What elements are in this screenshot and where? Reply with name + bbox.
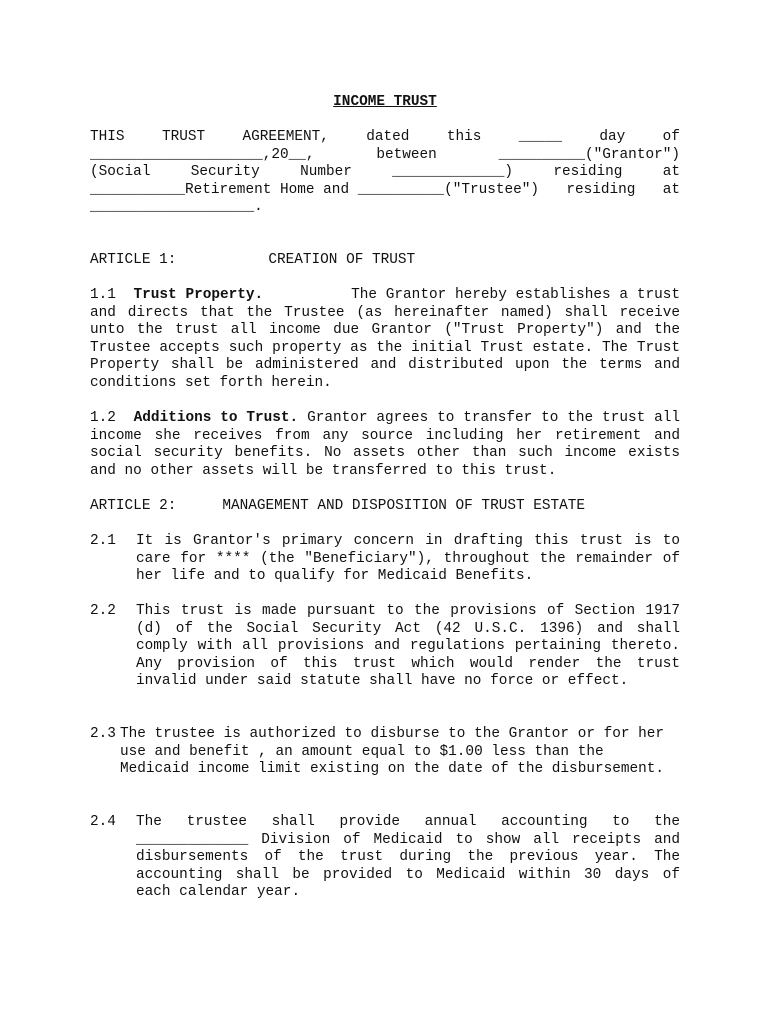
intro-word: residing [566, 181, 636, 198]
section-text: The trustee shall provide annual accounting to the _____________ Division of Medicaid to show all receipts and disbursements of the trust during the previous year. The accounting shall be provided to Medicaid within 30 days of each calendar year. [136, 814, 680, 901]
section-number: 1.2 [90, 410, 116, 426]
intro-word: _____________) [392, 164, 514, 181]
intro-word: __________("Grantor") [498, 146, 680, 163]
intro-word: at [662, 181, 680, 198]
intro-word: residing [553, 164, 623, 181]
article-title: CREATION OF TRUST [268, 252, 416, 268]
article-1-heading [90, 252, 690, 270]
article-title: MANAGEMENT AND DISPOSITION OF TRUST ESTATE [222, 498, 586, 514]
article-number: ARTICLE 1: [90, 252, 177, 268]
section-1-2 [90, 410, 680, 480]
intro-word: dated [366, 129, 410, 145]
intro-word: (Social [90, 164, 151, 181]
intro-word: this [446, 129, 482, 145]
section-number: 2.3 [90, 726, 116, 742]
intro-blank: _____ [518, 129, 562, 145]
intro-word: Security [190, 164, 260, 181]
section-number: 2.4 [90, 814, 116, 830]
intro-word: day [599, 129, 626, 145]
section-number: 1.1 [90, 287, 116, 303]
intro-line-1 [90, 129, 680, 147]
intro-word: ___________Retirement Home and __________("Trustee") [90, 181, 540, 198]
intro-paragraph [90, 129, 680, 217]
section-1-1 [90, 287, 680, 393]
section-text: This trust is made pursuant to the provisions of Section 1917 (d) of the Social Security Act (42 U.S.C. 1396) and shall comply with all provisions and regulations pertaining thereto. Any provision of this trust which would render the trust invalid under said statute shall have no force or effect. [136, 603, 680, 690]
section-2-1 [90, 533, 680, 586]
intro-word: ____________________,20__, [90, 146, 315, 163]
section-text: The Grantor hereby establishes a trust and directs that the Trustee (as hereinafter named) shall receive unto the trust all income due Grantor ("Trust Property") and the Trustee accepts such property as the initial Trust estate. The Trust Property shall be administered and distributed upon the terms and conditions set forth herein. [90, 287, 680, 391]
intro-line-4 [90, 182, 680, 200]
section-text: The trustee is authorized to disburse to the Grantor or for her use and benefit , an amount equal to $1.00 less than the Medicaid income limit existing on the date of the disbursement. [120, 726, 665, 778]
intro-word: between [376, 146, 437, 163]
intro-word: of [662, 129, 680, 145]
intro-word: Number [300, 164, 352, 181]
section-2-4 [90, 814, 680, 902]
intro-word: TRUST [161, 129, 206, 145]
section-2-2 [90, 603, 680, 691]
section-number: 2.2 [90, 603, 116, 619]
section-text: Grantor agrees to transfer to the trust all income she receives from any source including her retirement and social security benefits. No assets other than such income exists and no other assets will be transferred to this trust. [90, 410, 681, 479]
intro-word: AGREEMENT, [242, 129, 329, 145]
section-title: Additions to Trust. [133, 410, 299, 426]
section-2-3 [90, 726, 670, 779]
intro-line-3 [90, 164, 680, 182]
section-text: It is Grantor's primary concern in drafting this trust is to care for **** (the "Beneficiary"), throughout the remainder of her life and to qualify for Medicaid Benefits. [136, 533, 680, 585]
article-2-heading [90, 498, 690, 516]
intro-line-2 [90, 147, 680, 165]
document-title: INCOME TRUST [333, 94, 437, 110]
intro-line-5: ___________________. [90, 199, 263, 216]
intro-word: THIS [90, 129, 125, 145]
article-number: ARTICLE 2: [90, 498, 177, 514]
section-title: Trust Property. [133, 287, 264, 303]
intro-word: at [662, 164, 680, 181]
section-number: 2.1 [90, 533, 116, 549]
